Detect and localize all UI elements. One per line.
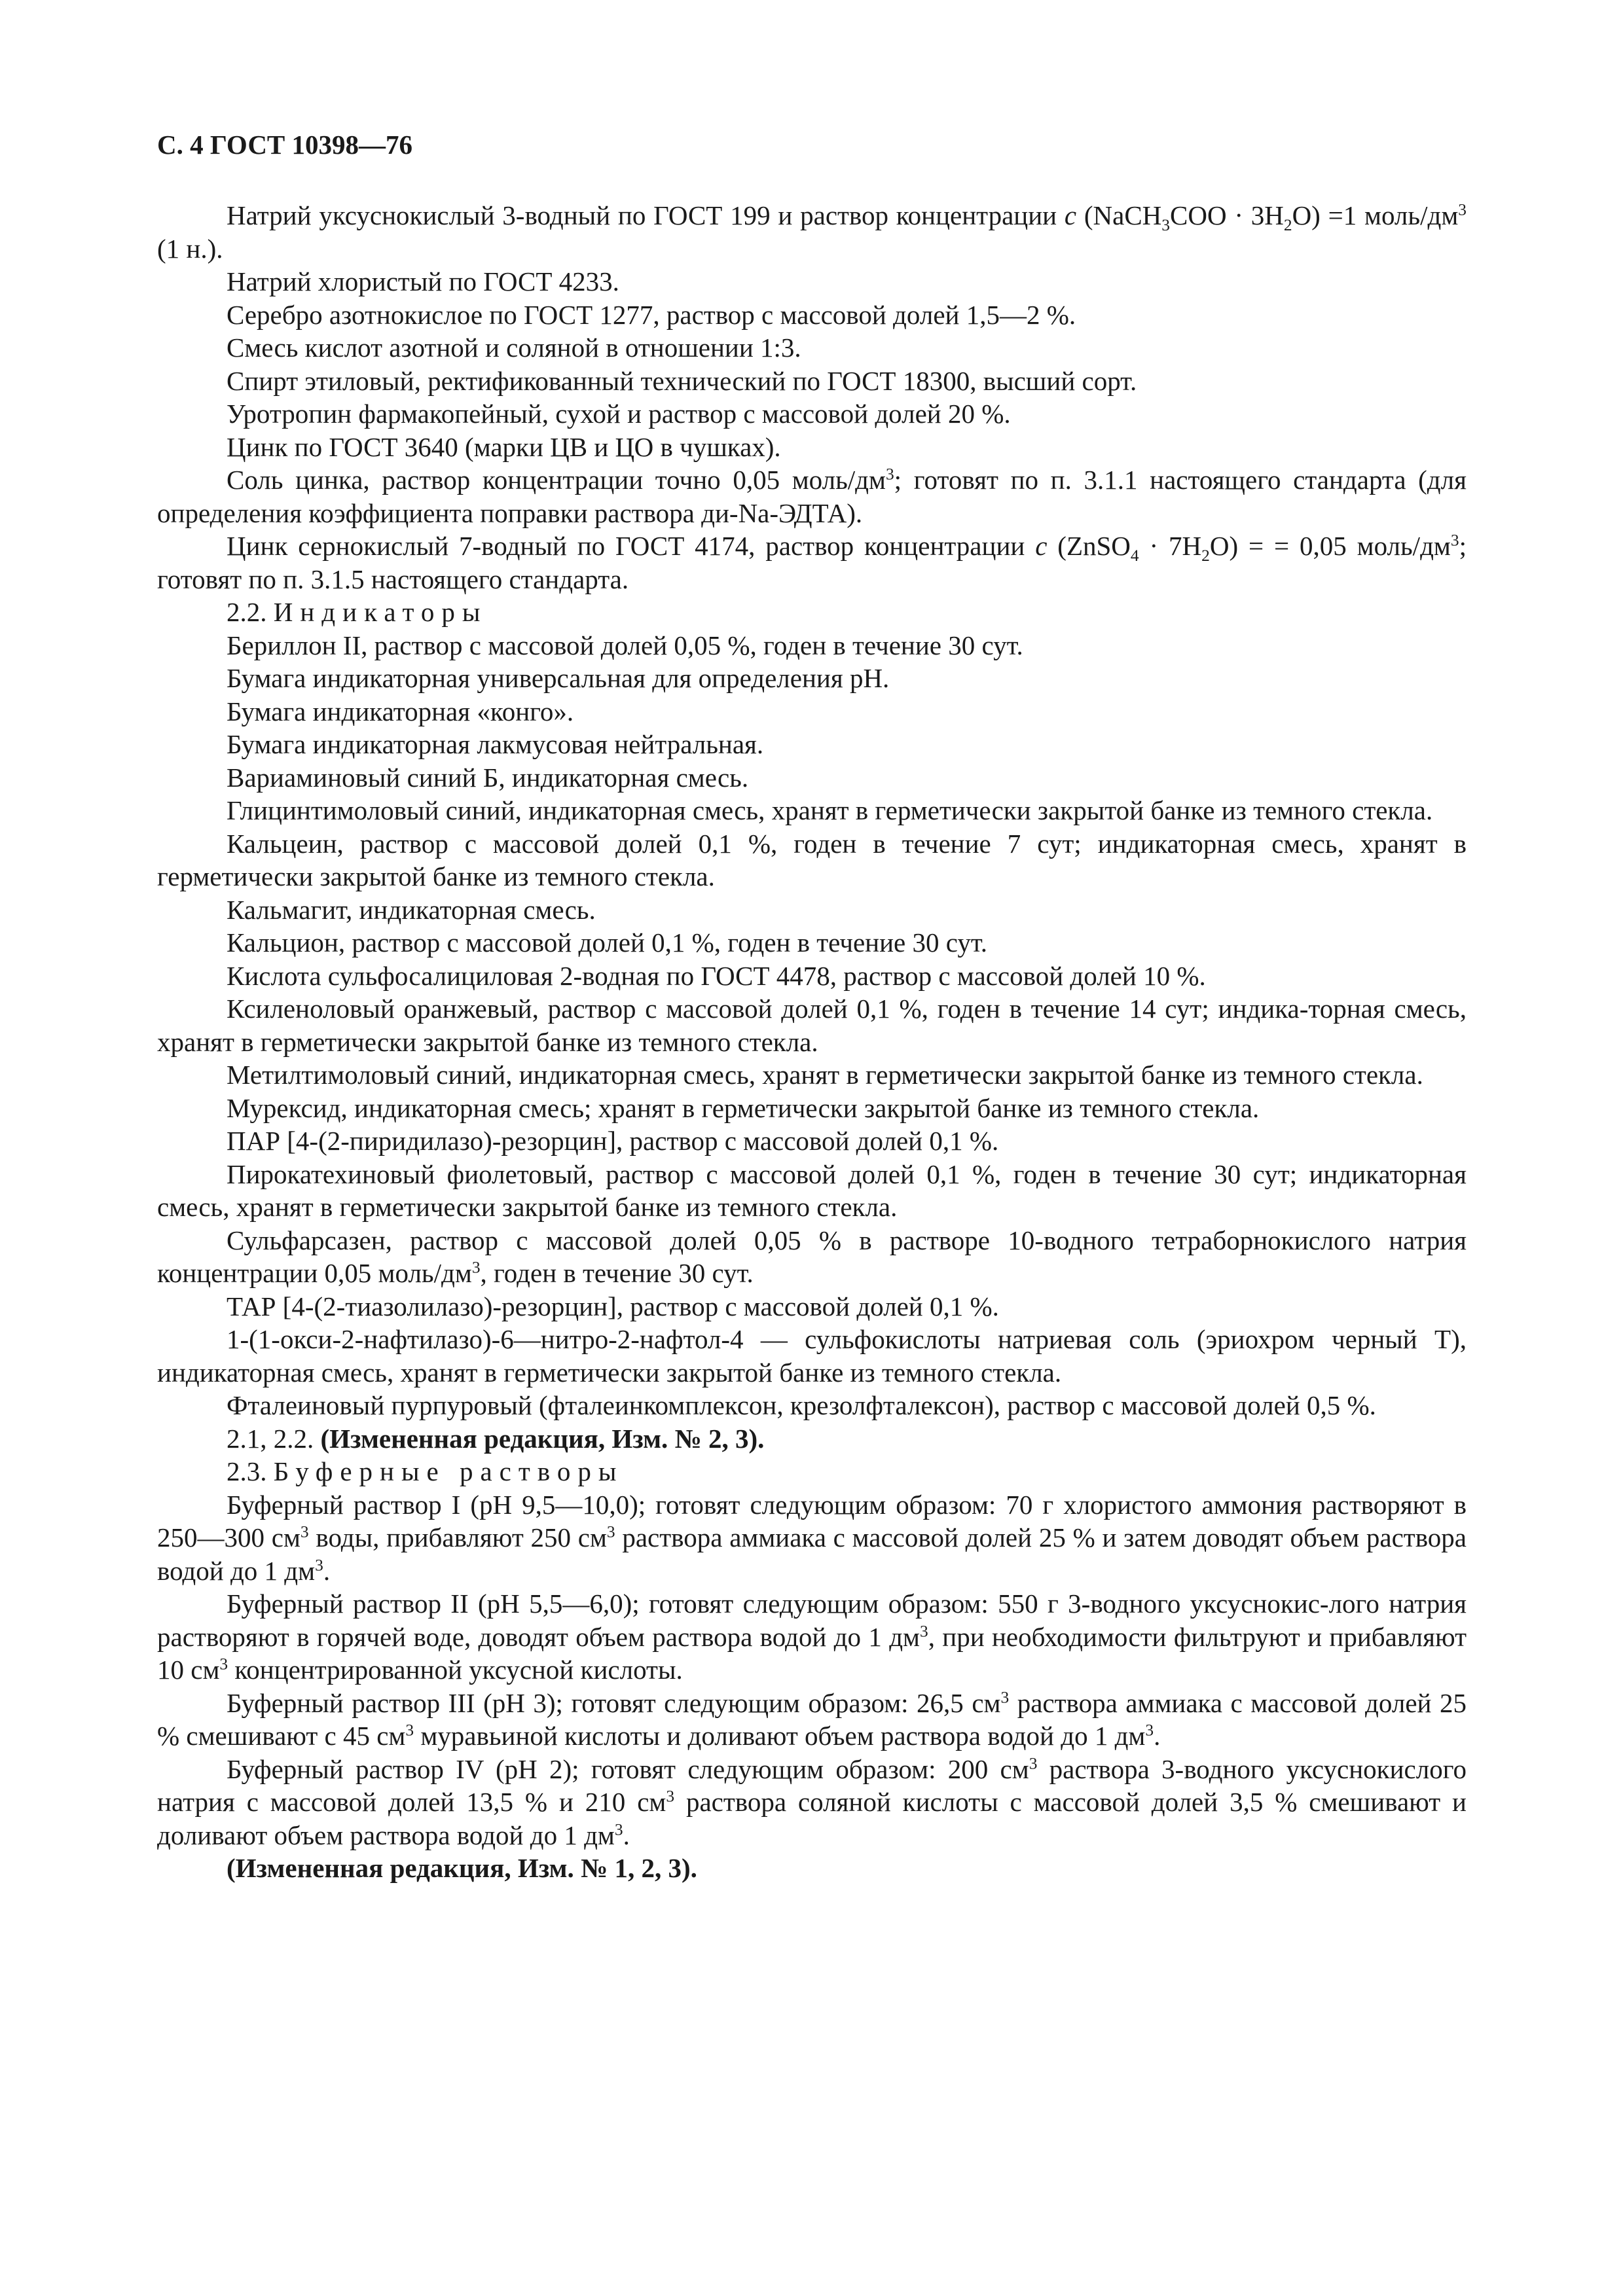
paragraph: Ксиленоловый оранжевый, раствор с массовой долей 0,1 %, годен в течение 14 сут; индика-торная смесь, хранят в герметически закрытой банке из темного стекла.: [157, 994, 1467, 1057]
paragraph: Цинк сернокислый 7-водный по ГОСТ 4174, раствор концентрации с (ZnSO$_4$ · $7H_2O$) = = 0,05 моль/$дм^3$; готовят по п. 3.1.5 настоящего стандарта.: [157, 531, 1467, 594]
paragraph: Буферный раствор III (рН 3); готовят следующим образом: 26,5 $см^3$ раствора аммиака с массовой долей 25 % смешивают с 45 $см^3$ муравьиной кислоты и доливают объем раствора водой до 1 $дм^3$.: [157, 1687, 1467, 1751]
paragraph: ПАР [4-(2-пиридилазо)-резорцин], раствор с массовой долей 0,1 %.: [227, 1126, 999, 1156]
paragraph: Серебро азотнокислое по ГОСТ 1277, раствор с массовой долей 1,5—2 %.: [227, 299, 1076, 330]
paragraph: Метилтимоловый синий, индикаторная смесь, хранят в герметически закрытой банке из темного стекла.: [227, 1060, 1423, 1090]
paragraph: Кислота сульфосалициловая 2-водная по ГОСТ 4478, раствор с массовой долей 10 %.: [227, 960, 1206, 991]
paragraph: 2.1, 2.2. (Измененная редакция, Изм. № 2, 3).: [227, 1423, 765, 1454]
paragraph: Глицинтимоловый синий, индикаторная смесь, хранят в герметически закрытой банке из темного стекла.: [227, 795, 1433, 825]
page-header: С. 4 ГОСТ 10398—76: [157, 130, 413, 160]
paragraph: 1-(1-окси-2-нафтилазо)-6—нитро-2-нафтол-4 — сульфокислоты натриевая соль (эриохром черный Т), индикаторная смесь, хранят в герметически закрытой банке из темного стекла.: [157, 1324, 1467, 1388]
paragraph: Смесь кислот азотной и соляной в отношении 1:3.: [227, 332, 801, 363]
paragraph: Буферный раствор II (рН 5,5—6,0); готовят следующим образом: 550 г 3-водного уксуснокис-лого натрия растворяют в горячей воде, доводят объем раствора водой до 1 $дм^3$, при необходимости фильтруют и прибавляют 10 $см^3$ концентрированной уксусной кислоты.: [157, 1588, 1467, 1685]
paragraph: Соль цинка, раствор концентрации точно 0,05 моль/$дм^3$; готовят по п. 3.1.1 настоящего стандарта (для определения коэффициента поправки раствора ди-Na-ЭДТА).: [157, 465, 1467, 528]
paragraph: Вариаминовый синий Б, индикаторная смесь.: [227, 762, 749, 793]
paragraph: Уротропин фармакопейный, сухой и раствор с массовой долей 20 %.: [227, 399, 1011, 429]
paragraph: Натрий хлористый по ГОСТ 4233.: [227, 266, 619, 296]
section-heading: 2.2. Индикаторы: [227, 597, 488, 627]
paragraph: Мурексид, индикаторная смесь; хранят в герметически закрытой банке из темного стекла.: [227, 1092, 1260, 1123]
amendment-note: (Измененная редакция, Изм. № 1, 2, 3).: [227, 1853, 697, 1883]
paragraph: Бумага индикаторная «конго».: [227, 696, 574, 726]
paragraph: Пирокатехиновый фиолетовый, раствор с массовой долей 0,1 %, годен в течение 30 сут; индикаторная смесь, хранят в герметически закрытой банке из темного стекла.: [157, 1158, 1467, 1222]
paragraph: Бериллон II, раствор с массовой долей 0,05 %, годен в течение 30 сут.: [227, 630, 1023, 660]
paragraph: Бумага индикаторная универсальная для определения рН.: [227, 663, 890, 693]
paragraph: Кальцеин, раствор с массовой долей 0,1 %, годен в течение 7 сут; индикаторная смесь, хранят в герметически закрытой банке из темного стекла.: [157, 828, 1467, 891]
paragraph: Сульфарсазен, раствор с массовой долей 0,05 % в растворе 10-водного тетраборнокислого натрия концентрации 0,05 моль/$дм^3$, годен в течение 30 сут.: [157, 1225, 1467, 1288]
paragraph: Натрий уксуснокислый 3-водный по ГОСТ 199 и раствор концентрации с (NaCH$_3$COO · $3H_2O) =1$ моль/$дм^3$ (1 н.).: [157, 200, 1467, 264]
document-body: [157, 199, 1467, 1885]
paragraph: Буферный раствор I (рН 9,5—10,0); готовят следующим образом: 70 г хлористого аммония растворяют в 250—300 $см^3$ воды, прибавляют 250 $см^3$ раствора аммиака с массовой долей 25 % и затем доводят объем раствора водой до 1 $дм^3$.: [157, 1489, 1467, 1586]
paragraph: Цинк по ГОСТ 3640 (марки ЦВ и ЦО в чушках).: [227, 431, 781, 462]
paragraph: Фталеиновый пурпуровый (фталеинкомплексон, крезолфталексон), раствор с массовой долей 0,5 %.: [227, 1390, 1376, 1420]
section-heading: 2.3. Буферные растворы: [227, 1456, 624, 1486]
paragraph: Бумага индикаторная лакмусовая нейтральная.: [227, 729, 764, 759]
paragraph: Кальмагит, индикаторная смесь.: [227, 894, 596, 925]
paragraph: ТАР [4-(2-тиазолилазо)-резорцин], раствор с массовой долей 0,1 %.: [227, 1291, 999, 1321]
paragraph: Кальцион, раствор с массовой долей 0,1 %, годен в течение 30 сут.: [227, 927, 987, 958]
paragraph: Спирт этиловый, ректификованный технический по ГОСТ 18300, высший сорт.: [227, 365, 1137, 396]
paragraph: Буферный раствор IV (рН 2); готовят следующим образом: 200 $см^3$ раствора 3-водного уксуснокислого натрия с массовой долей 13,5 % и 210 $см^3$ раствора соляной кислоты с массовой долей 3,5 % смешивают и доливают объем раствора водой до 1 $дм^3$.: [157, 1753, 1467, 1850]
